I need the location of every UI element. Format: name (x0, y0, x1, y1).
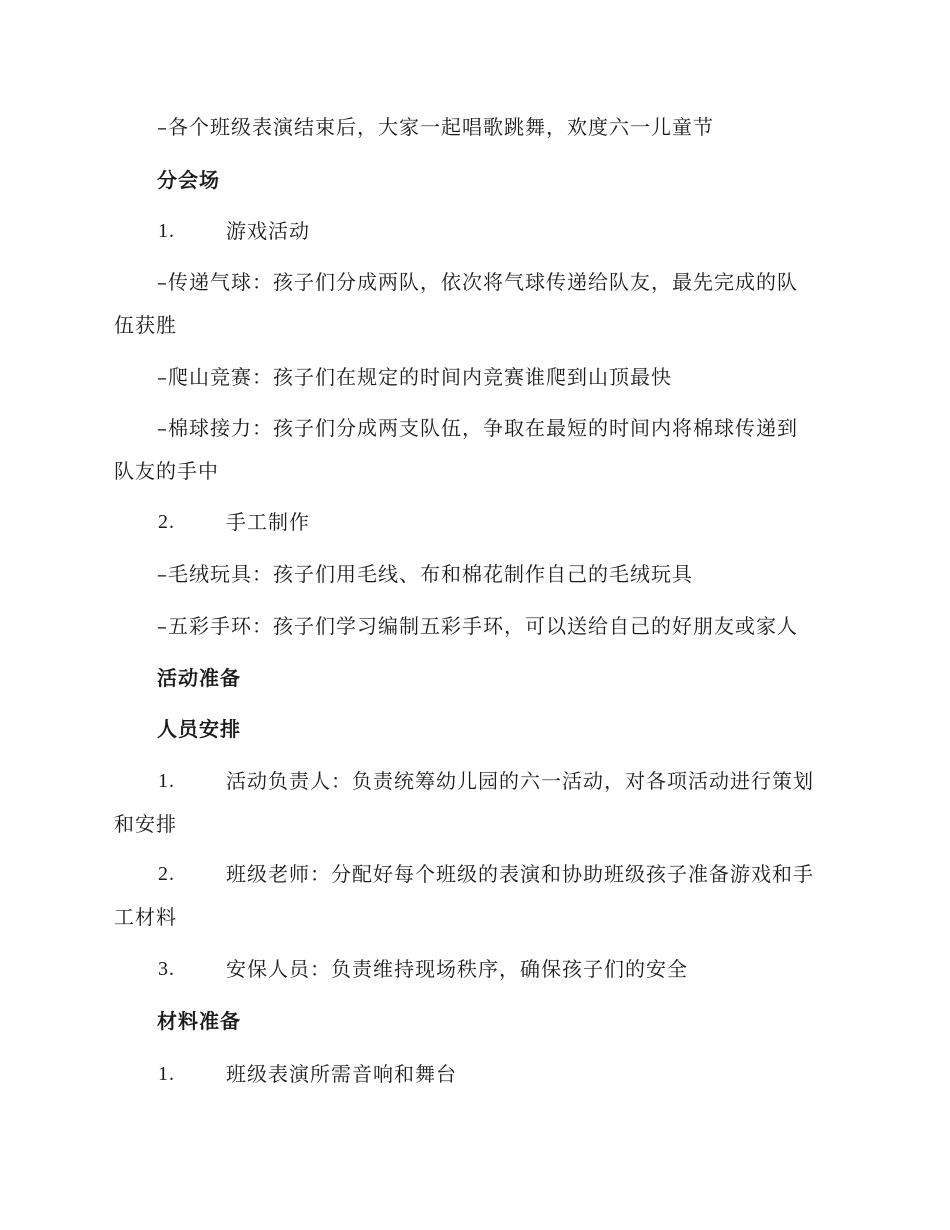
list-item-activity-lead-cont: 和安排 (114, 812, 177, 836)
heading-material-prep: 材料准备 (157, 1009, 241, 1033)
bullet-pass-balloon-cont: 伍获胜 (114, 313, 177, 337)
bullet-bracelet: –五彩手环：孩子们学习编制五彩手环，可以送给自己的好朋友或家人 (157, 614, 798, 638)
list-number-6: 1. (158, 1063, 175, 1085)
bullet-cotton-relay-cont: 队友的手中 (114, 459, 219, 483)
heading-activity-prep: 活动准备 (157, 666, 241, 690)
list-item-class-teacher-cont: 工材料 (114, 905, 177, 929)
list-item-activity-lead: 活动负责人：负责统筹幼儿园的六一活动，对各项活动进行策划 (226, 769, 814, 793)
bullet-pass-balloon: –传递气球：孩子们分成两队，依次将气球传递给队友，最先完成的队 (157, 270, 798, 294)
list-item-games: 游戏活动 (226, 219, 310, 243)
list-item-handicraft: 手工制作 (226, 510, 310, 534)
bullet-cotton-relay: –棉球接力：孩子们分成两支队伍，争取在最短的时间内将棉球传递到 (157, 416, 798, 440)
list-number-1: 1. (158, 220, 175, 242)
list-number-3: 1. (158, 770, 175, 792)
heading-staff-arrangement: 人员安排 (157, 717, 241, 741)
list-item-stage-audio: 班级表演所需音响和舞台 (226, 1062, 457, 1086)
list-item-class-teacher: 班级老师：分配好每个班级的表演和协助班级孩子准备游戏和手 (226, 862, 814, 886)
list-item-security: 安保人员：负责维持现场秩序，确保孩子们的安全 (226, 957, 688, 981)
list-number-5: 3. (158, 958, 175, 980)
bullet-plush-toy: –毛绒玩具：孩子们用毛线、布和棉花制作自己的毛绒玩具 (157, 562, 693, 586)
bullet-mountain-race: –爬山竞赛：孩子们在规定的时间内竞赛谁爬到山顶最快 (157, 365, 672, 389)
list-number-4: 2. (158, 863, 175, 885)
list-number-2: 2. (158, 511, 175, 533)
heading-branch-venue: 分会场 (157, 168, 220, 192)
bullet-closing-activity: –各个班级表演结束后，大家一起唱歌跳舞，欢度六一儿童节 (157, 115, 714, 139)
